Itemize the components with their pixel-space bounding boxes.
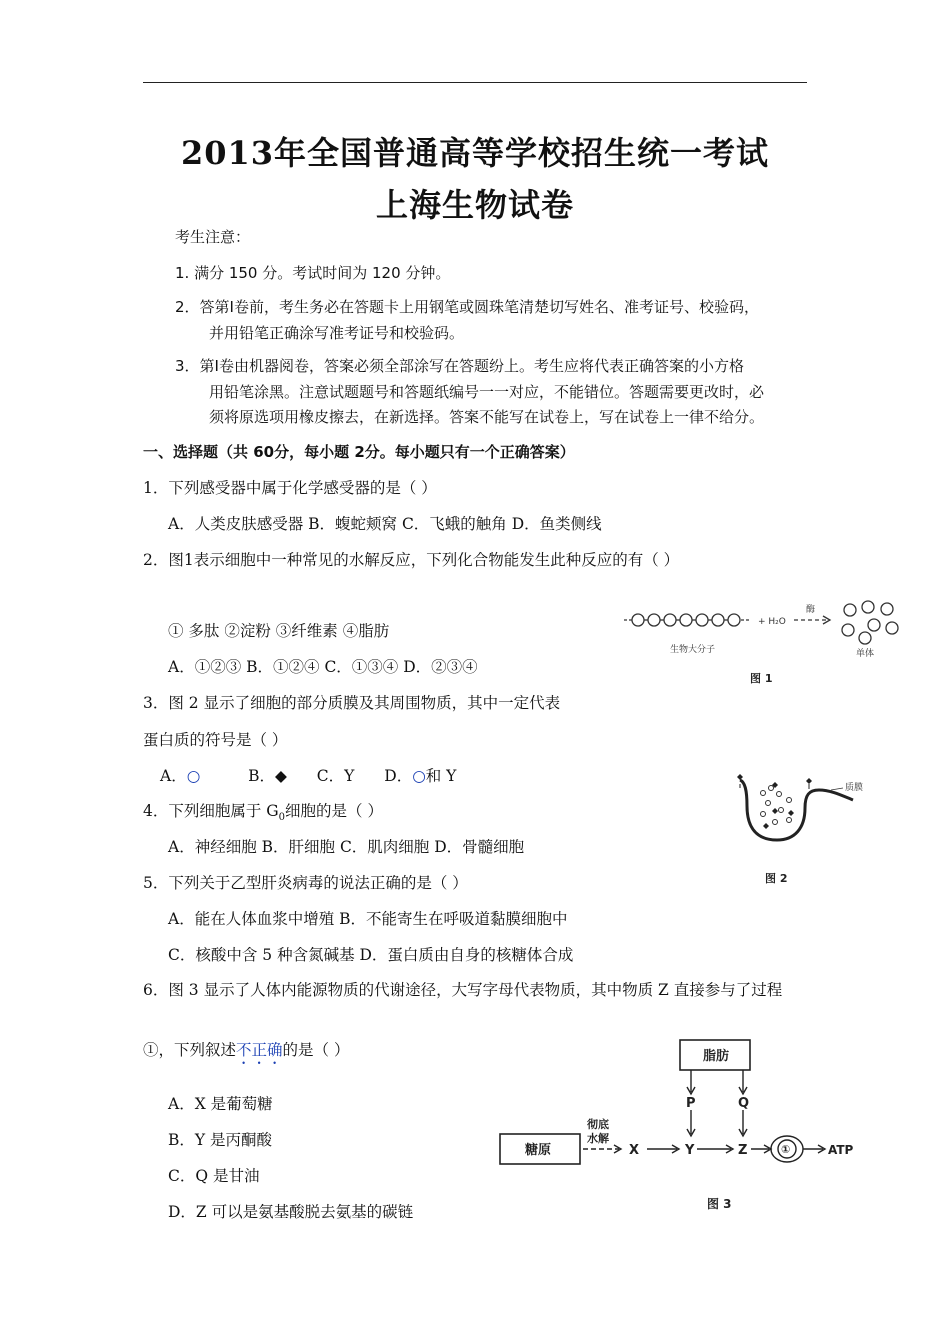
notice-item-3-line-1: 3．第Ⅰ卷由机器阅卷，答案必须全部涂写在答题纷上。考生应将代表正确答案的小方格 (175, 357, 744, 375)
emphasis-not-correct: 不正确 (236, 1041, 283, 1059)
process-label: ① (781, 1143, 791, 1156)
question-6-stem-line-2: ①，下列叙述不正确的是（ ） (143, 1041, 350, 1059)
monomer-label: 单体 (856, 649, 875, 659)
figure-3 (495, 1036, 875, 1216)
question-5-stem: 5．下列关于乙型肝炎病毒的说法正确的是（ ） (143, 874, 468, 892)
question-3-stem-line-1: 3．图 2 显示了细胞的部分质膜及其周围物质，其中一定代表 (143, 694, 561, 712)
question-5-options-line-1: A．能在人体血浆中增殖 B．不能寄生在呼吸道黏膜细胞中 (168, 910, 568, 928)
enzyme-label: 酶 (806, 605, 816, 615)
option-a-label: A． (160, 767, 187, 785)
question-2-options: A．①②③ B．①②④ C．①③④ D．②③④ (168, 658, 478, 676)
figure-2 (735, 770, 880, 885)
h2o-label: + H₂O (758, 617, 786, 627)
p-label: P (686, 1096, 696, 1111)
question-3-stem-line-2: 蛋白质的符号是（ ） (143, 731, 288, 749)
y-label: Y (685, 1143, 695, 1158)
fat-label: 脂肪 (703, 1049, 730, 1064)
question-1-options: A．人类皮肤感受器 B．蝮蛇颊窝 C．飞蛾的触角 D．鱼类侧线 (168, 515, 602, 533)
page-subtitle: 上海生物试卷 (375, 186, 574, 224)
z-label: Z (738, 1143, 748, 1158)
q-label: Q (738, 1096, 750, 1111)
question-4-stem: 4．下列细胞属于 $G_0$细胞的是（ ） (143, 802, 383, 824)
diamond-symbol: ◆ (275, 767, 287, 785)
hydrolysis-label-1: 彻底 (587, 1118, 609, 1131)
option-c: C．Y (316, 767, 355, 785)
x-label: X (629, 1143, 640, 1158)
circle-symbol: ○ (412, 767, 426, 785)
top-rule (143, 82, 807, 83)
question-6-option-c: C．Q 是甘油 (168, 1167, 260, 1185)
notice-item-1: 1. 满分 150 分。考试时间为 120 分钟。 (175, 264, 451, 282)
notice-item-2-line-2: 并用铅笔正确涂写准考证号和校验码。 (209, 324, 465, 342)
question-6-option-a: A．X 是葡萄糖 (168, 1095, 273, 1113)
circle-symbol: ○ (186, 767, 201, 785)
question-5-options-line-2: C．核酸中含 5 种含氮碱基 D．蛋白质由自身的核糖体合成 (168, 946, 574, 964)
notice-item-3-line-3: 须将原选项用橡皮擦去，在新选择。答案不能写在试卷上，写在试卷上一律不给分。 (209, 408, 765, 426)
atp-label: ATP (828, 1143, 854, 1157)
question-1-stem: 1．下列感受器中属于化学感受器的是（ ） (143, 479, 437, 497)
page-title: 2013年全国普通高等学校招生统一考试 (180, 134, 770, 172)
figure-1 (620, 590, 910, 690)
question-2-items: ① 多肽 ②淀粉 ③纤维素 ④脂肪 (168, 622, 390, 640)
question-6-option-d: D．Z 可以是氨基酸脱去氨基的碳链 (168, 1203, 414, 1221)
glycogen-label: 糖原 (525, 1143, 552, 1158)
figure-2-caption: 图 2 (765, 872, 788, 885)
macromolecule-label: 生物大分子 (670, 645, 716, 655)
question-6-option-b: B．Y 是丙酮酸 (168, 1131, 273, 1149)
option-b-label: B． (248, 767, 275, 785)
membrane-label: 质膜 (845, 783, 864, 793)
option-d-rest: 和 Y (425, 767, 457, 785)
figure-3-caption: 图 3 (707, 1197, 732, 1211)
question-4-options: A．神经细胞 B．肝细胞 C．肌肉细胞 D．骨髓细胞 (168, 838, 525, 856)
question-6-stem-line-1: 6．图 3 显示了人体内能源物质的代谢途径，大写字母代表物质，其中物质 Z 直接参与了过程 (143, 981, 783, 999)
question-3-options (160, 764, 456, 786)
option-d-label: D． (384, 767, 413, 785)
notice-item-3-line-2: 用铅笔涂黑。注意试题题号和答题纸编号一一对应，不能错位。答题需要更改时，必 (209, 383, 765, 401)
question-2-stem: 2．图1表示细胞中一种常见的水解反应，下列化合物能发生此种反应的有（ ） (143, 551, 680, 569)
notice-item-2-line-1: 2．答第Ⅰ卷前，考生务必在答题卡上用钢笔或圆珠笔清楚切写姓名、准考证号、校验码， (175, 298, 759, 316)
hydrolysis-label-2: 水解 (587, 1132, 609, 1145)
figure-1-caption: 图 1 (750, 672, 773, 685)
section-heading: 一、选择题（共 60分，每小题 2分。每小题只有一个正确答案） (143, 443, 575, 461)
notice-heading: 考生注意： (175, 228, 251, 246)
